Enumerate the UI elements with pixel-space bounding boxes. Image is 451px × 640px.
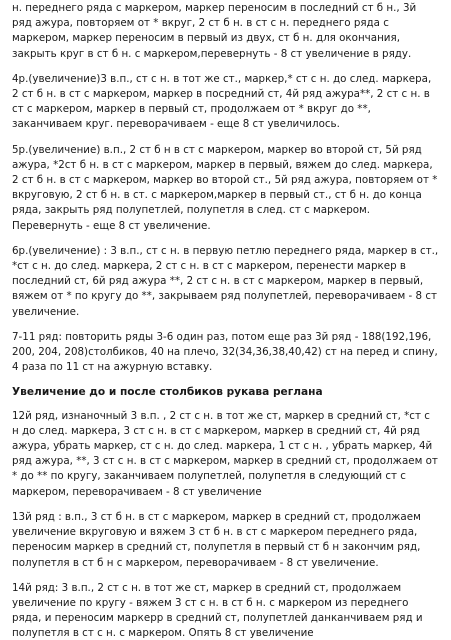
paragraph-row-13: 13й ряд : в.п., 3 ст б н. в ст с маркером, маркер в средний ст, продолжаем увеличение вкруговую и вяжем 3 ст б н. в ст с маркером переднего ряда, переносим маркер в средний ст, полупетля в первый ст б н закончим ряд, полупетля в ст б н с маркером, переворачиваем - 8 ст увеличение. (12, 510, 421, 569)
paragraph-row-5: 5р.(увеличение) в.п., 2 ст б н в ст с маркером, маркер во второй ст, 5й ряд ажура, *2ст б н. в ст с маркером, маркер в первый, вяжем до след. маркера, 2 ст б н. в ст с маркером, маркер во второй ст., 5й ряд ажура, повторяем от * вкруговую, 2 ст б н. в ст. с маркером,маркер в первый ст., ст б н. до конца ряда, закрыть ряд полупетлей, полупетля в след. ст с маркером. Перевернуть - еще 8 ст увеличение. (12, 143, 438, 232)
paragraph-rows-7-11: 7-11 ряд: повторить ряды 3-6 один раз, потом еще раз 3й ряд - 188(192,196, 200, 204, 208)столбиков, 40 на плечо, 32(34,36,38,40,42) ст на перед и спину, 4 раза по 11 ст на ажурную вставку. (12, 330, 438, 374)
section-heading: Увеличение до и после столбиков рукава реглана (12, 386, 323, 399)
paragraph-continuation: н. переднего ряда с маркером, маркер переносим в последний ст б н., 3й ряд ажура, повторяем от * вкруг, 2 ст б н. в ст с н. переднего ряда с маркером, маркер переносим в первый из двух, ст б н. для окончания, закрыть круг в ст б н. с маркером,перевернуть - 8 ст увеличение в ряду. (12, 2, 417, 60)
paragraph-row-14: 14й ряд: 3 в.п., 2 ст с н. в тот же ст, маркер в средний ст, продолжаем увеличение по кругу - вяжем 3 ст с н. в ст б н. с маркером из переднего ряда, и переносим маркерр в средний ст, полупетлей данканчиваем ряд и полупетля в ст с н. с маркером. Опять 8 ст увеличение (12, 581, 423, 640)
paragraph-row-12: 12й ряд, изнаночный 3 в.п. , 2 ст с н. в тот же ст, маркер в средний ст, *ст с н до след. маркера, 3 ст с н. в ст с маркером, маркер в средний ст, 4й ряд ажура, убрать маркер, ст с н. до след. маркера, 1 ст с н. , убрать маркер, 4й ряд ажура, **, 3 ст с н. в ст с маркером, маркер в средний ст, продолжаем от * до ** по кругу, заканчиваем полупетлей, полупетля в следующий ст с маркером, переворачиваем - 8 ст увеличение (12, 409, 438, 498)
paragraph-row-6: 6р.(увеличение) : 3 в.п., ст с н. в первую петлю переднего ряда, маркер в ст., *ст с н. до след. маркера, 2 ст с н. в ст с маркером, перенести маркер в последний ст, 6й ряд ажура **, 2 ст с н. в ст с маркером, маркер в первый, вяжем от * по кругу до **, закрываем ряд полупетлей, переворачиваем - 8 ст увеличение. (12, 244, 439, 318)
paragraph-row-4: 4р.(увеличение)3 в.п., ст с н. в тот же ст., маркер,* ст с н. до след. маркера, 2 ст б н. в ст с маркером, маркер в посредний ст, 4й ряд ажура**, 2 ст с н. в ст с маркером, маркер в первый ст, продолжаем от * вкруг до **, заканчиваем круг. переворачиваем - еще 8 ст увеличилось. (12, 72, 432, 131)
